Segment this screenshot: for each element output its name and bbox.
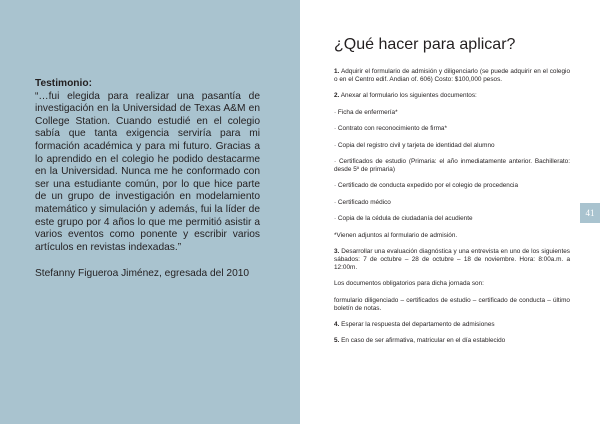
step-item [334, 182, 570, 190]
step-number: 1. [334, 68, 340, 75]
step-item [334, 68, 570, 84]
step-text: · Contrato con reconocimiento de firma* [334, 125, 447, 133]
step-item [334, 297, 570, 313]
step-item [334, 109, 570, 117]
step-text: · Copia de la cédula de ciudadanía del acudiente [334, 215, 473, 223]
step-item [334, 321, 570, 329]
testimony-quote: “…fui elegida para realizar una pasantía de investigación en la Universidad de Texas A&M en College Station. Cuando estudié en el colegio sabía que tanta exigencia serviría para mi formación académica y para mi futuro. Gracias a lo aprendido en el colegio he podido destacarme en la Universidad. Nunca me he conformado con ser una estudiante común, por lo que hice parte de un grupo de investigación en modelamiento matemático y simulación y además, fui la líder de este grupo por 4 años lo que me permitió asistir a varios eventos como ponente y escribir varios artículos en revistas indexadas.” [35, 90, 260, 253]
page-number: 41 [580, 203, 600, 223]
step-number: 4. [334, 321, 340, 329]
step-text: · Certificados de estudio (Primaria: el año inmediatamente anterior. Bachillerato: desde 5º de primaria) [334, 157, 570, 173]
page-heading: ¿Qué hacer para aplicar? [334, 36, 516, 53]
step-text: formulario diligenciado – certificados de estudio – certificado de conducta – último boletín de notas. [334, 296, 570, 312]
step-text: *Vienen adjuntos al formulario de admisión. [334, 231, 458, 239]
step-item [334, 142, 570, 150]
step-item [334, 337, 570, 345]
testimony-title: Testimonio: [35, 78, 92, 89]
step-text: · Copia del registro civil y tarjeta de identidad del alumno [334, 141, 495, 149]
testimony-author: Stefanny Figueroa Jiménez, egresada del 2010 [35, 268, 250, 280]
step-text: En caso de ser afirmativa, matricular en el día establecido [339, 337, 506, 345]
application-steps [334, 68, 570, 354]
step-text: Desarrollar una evaluación diagnóstica y una entrevista en uno de los siguientes sábados: 7 de octubre – 28 de octubre – 18 de noviembre. Hora: 8:00a.m. a 12:00m. [334, 247, 570, 271]
step-text: · Certificado de conducta expedido por el colegio de procedencia [334, 182, 519, 190]
step-item [334, 125, 570, 133]
step-item [334, 199, 570, 207]
step-item [334, 158, 570, 174]
step-item [334, 92, 570, 100]
step-item [334, 215, 570, 223]
step-text: Adquirir el formulario de admisión y diligenciarlo (se puede adquirir en el colegio o en el Centro edif. Andian of. 606) Costo: $100,000 pesos. [334, 68, 570, 83]
step-item [334, 248, 570, 272]
step-text: · Ficha de enfermería* [334, 108, 398, 116]
step-item [334, 280, 570, 288]
step-text: Esperar la respuesta del departamento de admisiones [339, 321, 495, 329]
step-number: 3. [334, 247, 340, 255]
step-text: Anexar al formulario los siguientes documentos: [339, 92, 477, 100]
step-text: · Certificado médico [334, 198, 391, 206]
step-number: 5. [334, 337, 340, 345]
testimony-block [35, 78, 260, 281]
step-number: 2. [334, 92, 340, 100]
right-panel [300, 0, 600, 424]
step-text: Los documentos obligatorios para dicha jornada son: [334, 280, 484, 288]
step-item [334, 232, 570, 240]
